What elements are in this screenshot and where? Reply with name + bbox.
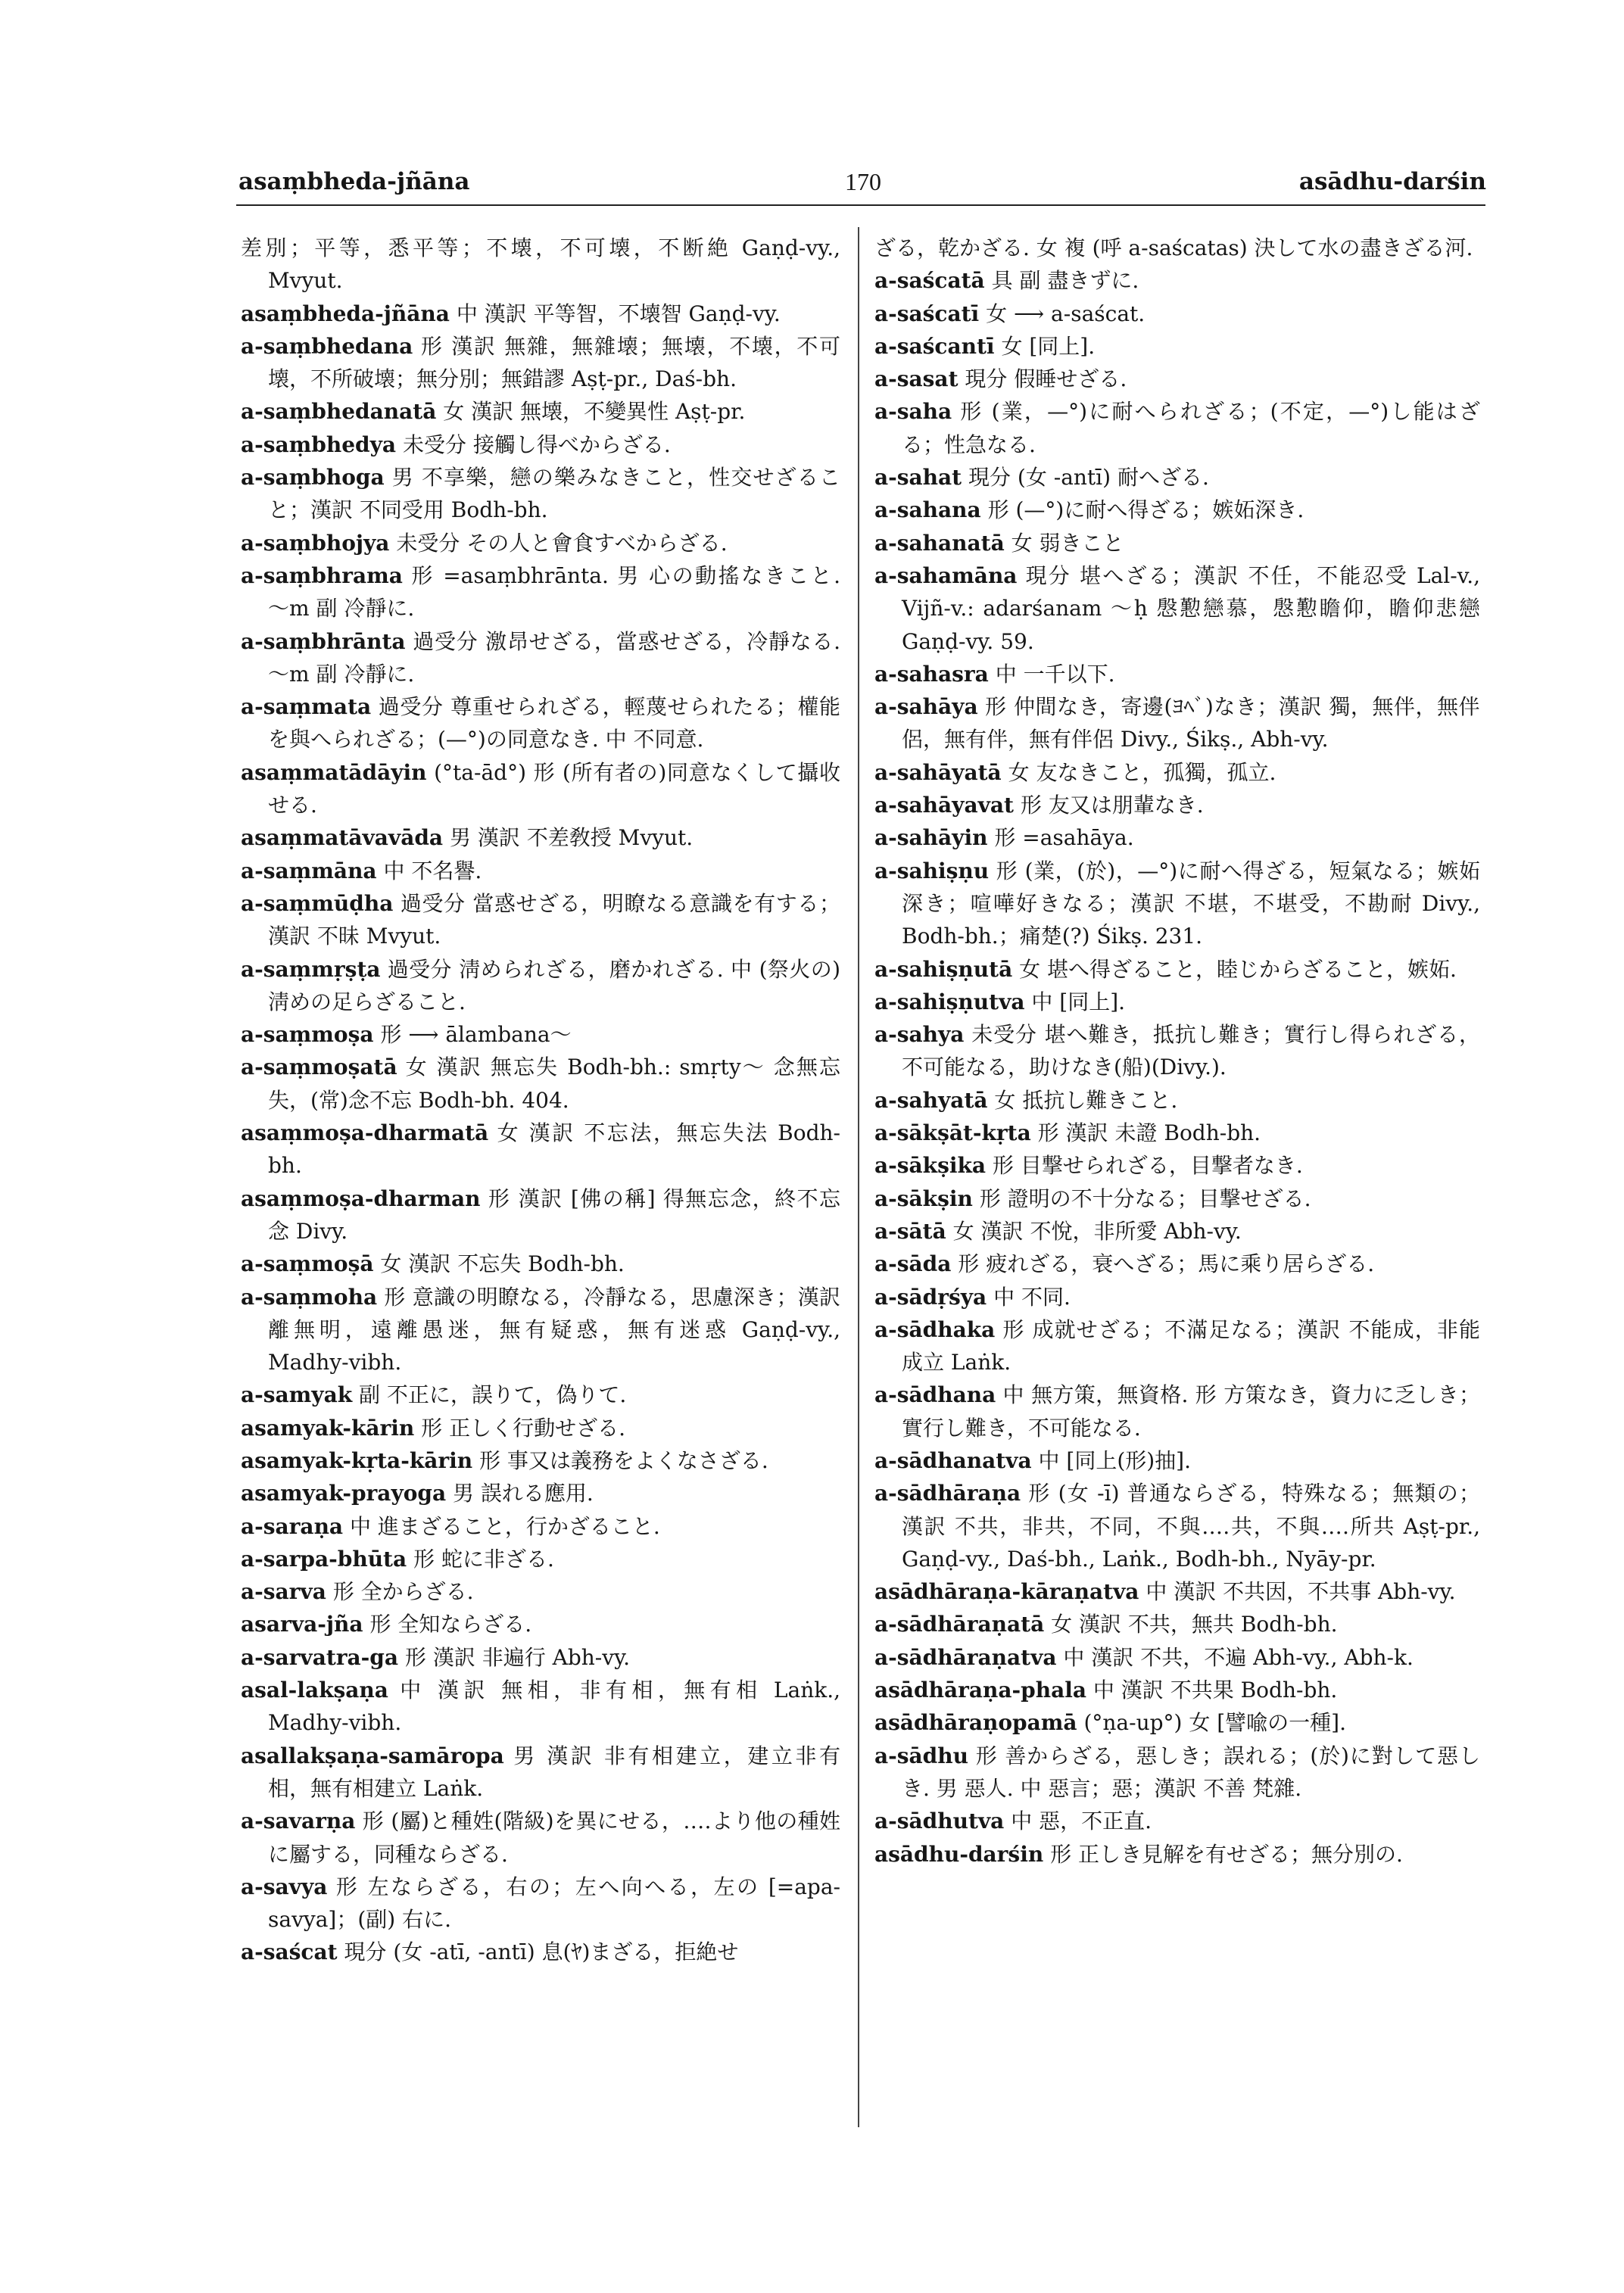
entry-headword: a-sahiṣṇu (874, 858, 990, 883)
entry-headword: asamyak-prayoga (241, 1481, 447, 1506)
entry-headword: a-savya (241, 1874, 328, 1899)
entry-headword: a-sahat (874, 465, 962, 491)
dictionary-entry (874, 1281, 1480, 1313)
entry-headword: a-sādṛśya (874, 1284, 987, 1310)
dictionary-entry (874, 1838, 1480, 1871)
dictionary-entry (874, 1313, 1480, 1379)
entry-definition: 男 漢訳 不差敎授 Mvyut. (449, 825, 694, 851)
dictionary-entry (241, 1444, 840, 1477)
entry-headword: a-saścatī (874, 301, 980, 326)
entry-headword: a-saṃbhoga (241, 465, 385, 491)
entry-headword: a-saścatā (874, 268, 985, 294)
entry-definition: 形 ⟶ ālambana〜 (380, 1022, 572, 1048)
entry-headword: a-sādhutva (874, 1809, 1005, 1834)
entry-definition: 女 漢訳 無壊，不變異性 Aṣṭ-pr. (443, 399, 746, 425)
entry-definition: 形 漢訳 非遍行 Abh-vy. (404, 1644, 631, 1670)
dictionary-entry (874, 658, 1480, 690)
entry-definition: 形 全からざる. (332, 1579, 474, 1605)
entry-headword: a-sahamāna (874, 562, 1018, 588)
dictionary-entry (874, 461, 1480, 494)
entry-definition: 中 不同. (993, 1284, 1071, 1310)
entry-definition: 女 抵抗し難きこと. (994, 1087, 1178, 1113)
entry-definition: 女 堪へ得ざること，睦じからざること，嫉妬. (1019, 956, 1457, 982)
dictionary-entry (241, 1805, 840, 1871)
entry-definition: 形 成就せざる；不滿足なる；漢訳 不能成，非能成立 Laṅk. (902, 1316, 1480, 1375)
entry-headword: a-sarva (241, 1579, 326, 1605)
entry-headword: a-sahāya (874, 694, 978, 720)
dictionary-entry (874, 1084, 1480, 1117)
dictionary-entry (241, 1051, 840, 1117)
entry-definition: 中 漢訳 不共，不遍 Abh-vy., Abh-k. (1063, 1644, 1414, 1670)
dictionary-entry (874, 690, 1480, 756)
dictionary-entry (241, 855, 840, 887)
entry-headword: a-sahana (874, 497, 981, 523)
entry-headword: a-sahasra (874, 661, 989, 687)
entry-definition: 中 無方策，無資格. 形 方策なき，資力に乏しき；實行し難き，不可能なる. (902, 1382, 1480, 1441)
dictionary-entry (241, 1674, 840, 1740)
dictionary-entry (241, 1379, 840, 1411)
entry-headword: a-saṃmūḍha (241, 890, 394, 916)
entry-headword: asaṃmatāvavāda (241, 825, 444, 851)
dictionary-entry (241, 461, 840, 527)
dictionary-entry (874, 789, 1480, 821)
entry-definition: 形 證明の不十分なる；目撃せざる. (979, 1185, 1311, 1211)
dictionary-entry (874, 1444, 1480, 1477)
entry-definition: 形 蛇に非ざる. (413, 1546, 554, 1572)
dictionary-entry (241, 1018, 840, 1051)
dictionary-entry (241, 690, 840, 756)
entry-headword: a-samyak (241, 1382, 353, 1408)
entry-definition: 形 (業，(於)，—°)に耐へ得ざる，短氣なる；嫉妬深き；喧嘩好きなる；漢訳 不堪，不堪受，不勘耐 Divy., Bodh-bh.；痛楚(?) Śikṣ. 231. (902, 858, 1480, 949)
dictionary-entry (874, 1379, 1480, 1444)
entry-definition: 過受分 尊重せられざる，輕蔑せられたる；權能を與へられざる；(—°)の同意なき. 中 不同意. (268, 694, 840, 752)
dictionary-entry (874, 953, 1480, 986)
dictionary-entry (241, 1117, 840, 1182)
entry-headword: a-saṃmoṣā (241, 1251, 374, 1277)
page-number: 170 (845, 168, 881, 195)
entry-headword: a-sākṣin (874, 1185, 973, 1211)
entry-definition: 形 仲間なき，寄邊(ﾖﾍﾞ)なき；漢訳 獨，無伴，無伴侶，無有伴，無有伴侶 Divy., Śikṣ., Abh-vy. (902, 694, 1480, 752)
dictionary-entry (874, 559, 1480, 658)
entry-headword: a-sāda (874, 1251, 952, 1277)
entry-definition: 現分 (女 -antī) 耐へざる. (968, 465, 1209, 491)
dictionary-entry (874, 1018, 1480, 1084)
entry-definition: 形 意識の明瞭なる，冷靜なる，思慮深き；漢訳 離無明，遠離愚迷，無有疑惑，無有迷惑 Gaṇḍ-vy., Madhy-vibh. (268, 1284, 841, 1375)
dictionary-entry (241, 559, 840, 625)
dictionary-entry (874, 1674, 1480, 1706)
entry-definition: 女 ⟶ a-saścat. (986, 301, 1146, 326)
entry-definition: 形 全知ならざる. (369, 1612, 532, 1637)
entry-definition: 未受分 その人と會食すべからざる. (396, 530, 728, 556)
entry-headword: a-saścantī (874, 333, 995, 359)
entry-headword: a-sākṣika (874, 1153, 987, 1179)
entry-definition: 過受分 當惑せざる，明瞭なる意識を有する；漢訳 不昧 Mvyut. (268, 890, 840, 949)
dictionary-entry (874, 1477, 1480, 1575)
entry-definition: 現分 (女 -atī, -antī) 息(ﾔ)まざる，拒絶せ (344, 1939, 739, 1965)
entry-definition: 女 漢訳 不忘失 Bodh-bh. (380, 1251, 625, 1277)
dictionary-entry (874, 494, 1480, 526)
entry-headword: a-sākṣāt-kṛta (874, 1120, 1031, 1146)
entry-definition: 形 疲れざる，衰へざる；馬に乘り居らざる. (958, 1251, 1375, 1277)
dictionary-entry (874, 527, 1480, 559)
dictionary-entry (241, 953, 840, 1019)
entry-definition: 男 誤れる應用. (453, 1481, 594, 1506)
dictionary-entry (874, 1740, 1480, 1805)
entry-definition: 男 漢訳 非有相建立，建立非有相，無有相建立 Laṅk. (268, 1743, 840, 1801)
entry-definition: 形 =asaṃbhrānta. 男 心の動搖なきこと. 〜m 副 冷靜に. (268, 562, 840, 622)
dictionary-entry (874, 232, 1480, 264)
entry-definition: 過受分 淸められざる，磨かれざる. 中 (祭火の)淸めの足らざること. (268, 956, 840, 1014)
entry-definition: 形 (屬)と種姓(階級)を異にせる，‥‥より他の種姓に屬する，同種ならざる. (268, 1809, 840, 1867)
entry-definition: 中 [同上(形)抽]. (1038, 1447, 1191, 1473)
dictionary-entry (241, 330, 840, 396)
header-rule (236, 204, 1485, 206)
entry-headword: a-sādhāraṇatva (874, 1644, 1057, 1670)
dictionary-entry (241, 1641, 840, 1674)
entry-definition: 中 [同上]. (1031, 989, 1126, 1014)
entry-definition: ざる，乾かざる. 女 複 (呼 a-saścatas) 決して水の盡きざる河. (874, 235, 1473, 260)
dictionary-entry (874, 1182, 1480, 1215)
dictionary-entry (874, 330, 1480, 363)
dictionary-entry (241, 887, 840, 953)
dictionary-entry (241, 1936, 840, 1968)
entry-headword: asaṃmoṣa-dharman (241, 1185, 481, 1211)
entry-headword: asādhāraṇopamā (874, 1710, 1077, 1736)
entry-headword: a-saha (874, 399, 952, 425)
entry-headword: asaṃmatādāyin (241, 759, 427, 785)
entry-headword: a-sahyatā (874, 1087, 988, 1113)
dictionary-entry (874, 1149, 1480, 1182)
entry-definition: 形 漢訳 無雜，無雜壊；無壊，不壊，不可壊，不所破壊；無分別；無錯謬 Aṣṭ-pr., Daś-bh. (268, 333, 840, 392)
entry-definition: 中 一千以下. (995, 661, 1115, 687)
entry-definition: 形 (—°)に耐へ得ざる；嫉妬深き. (987, 497, 1304, 523)
dictionary-entry (241, 1543, 840, 1575)
entry-headword: asarva-jña (241, 1612, 363, 1637)
entry-definition: 中 不名譽. (383, 858, 482, 883)
entry-headword: a-sarpa-bhūta (241, 1546, 407, 1572)
entry-headword: asādhāraṇa-phala (874, 1678, 1086, 1703)
entry-definition: 現分 假睡せざる. (965, 366, 1127, 392)
entry-headword: a-saṃbhedana (241, 333, 413, 359)
dictionary-entry (241, 428, 840, 461)
dictionary-entry (241, 298, 840, 330)
dictionary-entry (241, 625, 840, 691)
entry-definition: 女 [同上]. (1001, 333, 1096, 359)
entry-definition: 女 漢訳 無忘失 Bodh-bh.: smṛty〜 念無忘失，(常)念不忘 Bodh-bh. 404. (268, 1055, 840, 1113)
entry-headword: a-saṃmoha (241, 1284, 378, 1310)
dictionary-entry (241, 1871, 840, 1936)
left-column (241, 232, 840, 1969)
dictionary-entry (241, 232, 840, 298)
entry-headword: a-saścat (241, 1939, 338, 1965)
right-column (874, 232, 1480, 1871)
running-head-right: asādhu-darśin (1298, 168, 1486, 195)
entry-definition: 形 (女 -ī) 普通ならざる，特殊なる；無類の；漢訳 不共，非共，不同，不與‥‥共，不與‥‥所共 Aṣṭ-pr., Gaṇḍ-vy., Daś-bh., Laṅk., Bodh-bh., Nyāy-pr. (902, 1481, 1481, 1572)
entry-definition: 形 目撃せられざる，目撃者なき. (992, 1153, 1303, 1179)
entry-headword: a-sahanatā (874, 530, 1005, 556)
dictionary-entry (874, 1805, 1480, 1837)
entry-definition: 女 漢訳 不忘法，無忘失法 Bodh-bh. (268, 1120, 840, 1179)
entry-definition: 男 不享樂，戀の樂みなきこと，性交せざること；漢訳 不同受用 Bodh-bh. (268, 465, 840, 523)
entry-headword: a-sahāyavat (874, 793, 1014, 818)
entry-headword: asaṃbheda-jñāna (241, 301, 450, 326)
entry-headword: a-sātā (874, 1218, 946, 1244)
dictionary-entry (241, 1477, 840, 1509)
entry-definition: 形 事又は義務をよくなさざる. (479, 1447, 768, 1473)
entry-headword: a-savarṇa (241, 1809, 356, 1834)
entry-headword: a-saṃbhedanatā (241, 399, 437, 425)
entry-definition: 形 正しき見解を有せざる；無分別の. (1050, 1841, 1403, 1867)
dictionary-entry (241, 395, 840, 428)
entry-headword: a-saṃmāna (241, 858, 377, 883)
entry-definition: 女 漢訳 不悅，非所愛 Abh-vy. (952, 1218, 1242, 1244)
entry-headword: asamyak-kṛta-kārin (241, 1447, 473, 1473)
dictionary-entry (874, 1641, 1480, 1674)
dictionary-entry (874, 986, 1480, 1018)
dictionary-entry (874, 855, 1480, 953)
entry-headword: a-sasat (874, 366, 959, 392)
dictionary-entry (241, 1608, 840, 1640)
entry-headword: asal-lakṣaṇa (241, 1678, 388, 1703)
dictionary-entry (874, 821, 1480, 854)
entry-definition: 形 正しく行動せざる. (421, 1415, 625, 1441)
entry-headword: a-saṃbhrānta (241, 628, 406, 654)
entry-definition: 形 =asahāya. (994, 825, 1134, 851)
dictionary-entry (874, 298, 1480, 330)
entry-definition: 中 漢訳 不共因，不共事 Abh-vy. (1146, 1579, 1456, 1605)
entry-definition: 中 漢訳 平等智，不壊智 Gaṇḍ-vy. (456, 301, 781, 326)
entry-headword: a-sahiṣṇutva (874, 989, 1025, 1014)
entry-headword: a-saraṇa (241, 1513, 344, 1539)
column-divider (858, 227, 859, 2127)
entry-definition: 形 友又は朋輩なき. (1020, 793, 1204, 818)
dictionary-entry (874, 756, 1480, 789)
entry-headword: a-sahiṣṇutā (874, 956, 1013, 982)
entry-definition: 女 漢訳 不共，無共 Bodh-bh. (1051, 1612, 1338, 1637)
entry-definition: 中 漢訳 不共果 Bodh-bh. (1093, 1678, 1338, 1703)
entry-headword: a-sādhanatva (874, 1447, 1032, 1473)
entry-definition: 未受分 接觸し得べからざる. (402, 431, 671, 457)
entry-headword: asamyak-kārin (241, 1415, 415, 1441)
entry-definition: 女 弱きこと (1011, 530, 1124, 556)
dictionary-entry (874, 1706, 1480, 1739)
entry-headword: a-sādhaka (874, 1316, 996, 1342)
entry-definition: 未受分 堪へ難き，抵抗し難き；實行し得られざる，不可能なる，助けなき(船)(Divy.). (902, 1022, 1480, 1080)
entry-headword: a-sādhana (874, 1382, 996, 1408)
entry-definition: 差別；平等，悉平等；不壊，不可壊，不断絶 Gaṇḍ-vy., Mvyut. (241, 235, 840, 294)
dictionary-entry (874, 1215, 1480, 1248)
entry-headword: a-sahāyatā (874, 759, 1002, 785)
entry-headword: asādhāraṇa-kāraṇatva (874, 1579, 1139, 1605)
dictionary-entry (241, 1182, 840, 1248)
dictionary-entry (241, 1510, 840, 1543)
dictionary-entry (241, 1412, 840, 1444)
entry-headword: a-saṃbhojya (241, 530, 390, 556)
entry-headword: a-sādhāraṇatā (874, 1612, 1045, 1637)
dictionary-entry (874, 1575, 1480, 1608)
dictionary-entry (874, 395, 1480, 461)
entry-definition: 形 左ならざる，右の；左へ向へる，左の [=apa-savya]；(副) 右に. (268, 1874, 840, 1933)
entry-headword: a-saṃmoṣa (241, 1022, 374, 1048)
entry-headword: a-sahya (874, 1022, 965, 1048)
entry-headword: a-sādhu (874, 1743, 968, 1768)
entry-definition: 女 友なきこと，孤獨，孤立. (1008, 759, 1276, 785)
dictionary-entry (241, 1575, 840, 1608)
entry-headword: a-saṃmṛṣṭa (241, 956, 381, 982)
dictionary-entry (241, 1281, 840, 1379)
dictionary-entry (874, 1248, 1480, 1280)
dictionary-entry (241, 821, 840, 854)
dictionary-entry (874, 264, 1480, 297)
entry-definition: 中 惡，不正直. (1011, 1809, 1152, 1834)
entry-headword: asaṃmoṣa-dharmatā (241, 1120, 489, 1146)
entry-definition: 形 漢訳 [佛の稱] 得無忘念，終不忘念 Divy. (268, 1185, 840, 1244)
entry-definition: 形 (業，—°)に耐へられざる；(不定，—°)し能はざる；性急なる. (902, 399, 1480, 457)
entry-definition: 形 善からざる，惡しき；誤れる；(於)に對して惡しき. 男 惡人. 中 惡言；惡；漢訳 不善 梵雜. (902, 1743, 1480, 1801)
entry-headword: a-saṃmata (241, 694, 372, 720)
entry-headword: a-saṃmoṣatā (241, 1055, 397, 1080)
entry-definition: (°ṇa-up°) 女 [譬喩の一種]. (1083, 1710, 1346, 1736)
dictionary-entry (874, 1117, 1480, 1149)
entry-headword: a-sahāyin (874, 825, 988, 851)
entry-definition: 副 不正に，誤りて，偽りて. (359, 1382, 627, 1408)
dictionary-entry (241, 527, 840, 559)
entry-headword: asallakṣaṇa-samāropa (241, 1743, 504, 1768)
entry-headword: a-sādhāraṇa (874, 1481, 1021, 1506)
dictionary-entry (874, 363, 1480, 395)
dictionary-entry (241, 756, 840, 822)
entry-definition: 具 副 盡きずに. (991, 268, 1139, 294)
entry-definition: 中 漢訳 無相，非有相，無有相 Laṅk., Madhy-vibh. (268, 1678, 840, 1736)
entry-definition: 形 漢訳 未證 Bodh-bh. (1037, 1120, 1261, 1146)
entry-headword: a-sarvatra-ga (241, 1644, 399, 1670)
entry-headword: a-saṃbhrama (241, 562, 403, 588)
entry-definition: 過受分 激昂せざる，當惑せざる，冷靜なる. 〜m 副 冷靜に. (268, 628, 840, 687)
entry-headword: a-saṃbhedya (241, 431, 397, 457)
entry-definition: 中 進まざること，行かざること. (349, 1513, 660, 1539)
dictionary-entry (241, 1740, 840, 1805)
running-head-left: asaṃbheda-jñāna (238, 168, 470, 195)
entry-definition: 現分 堪へざる；漢訳 不任，不能忍受 Lal-v., Vijñ-v.: adarśanam 〜ḥ 慇懃戀慕，慇懃瞻仰，瞻仰悲戀 Gaṇḍ-vy. 59. (902, 562, 1481, 654)
entry-definition: (°ta-ād°) 形 (所有者の)同意なくして攝收せる. (268, 759, 840, 818)
dictionary-entry (874, 1608, 1480, 1640)
dictionary-entry (241, 1248, 840, 1280)
entry-headword: asādhu-darśin (874, 1841, 1044, 1867)
